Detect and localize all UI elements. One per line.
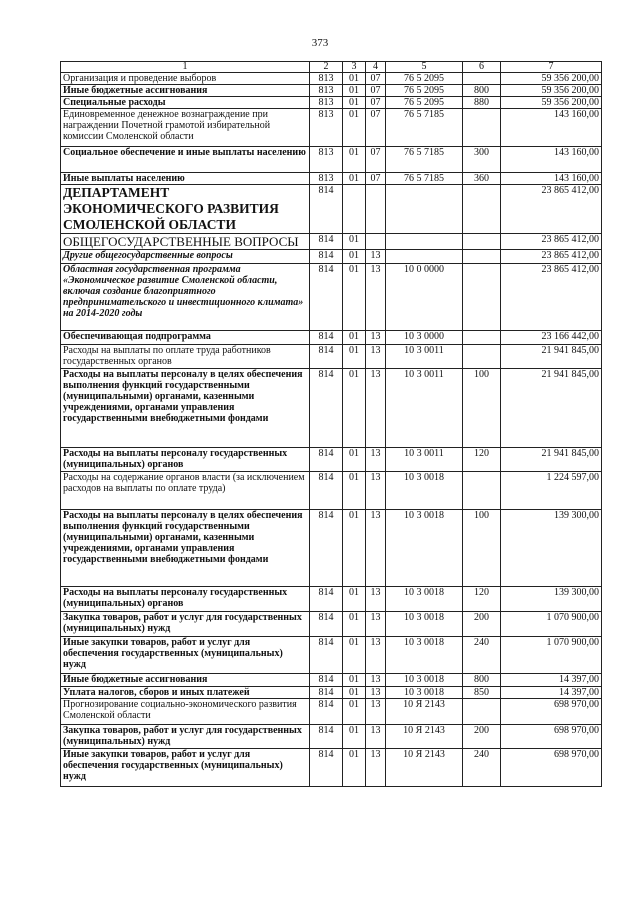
row-code-4: 13	[366, 369, 386, 448]
row-code-4: 07	[366, 147, 386, 173]
row-amount: 139 300,00	[501, 587, 602, 612]
row-code-3: 01	[343, 369, 366, 448]
row-code-6: 240	[463, 637, 501, 674]
row-code-2: 814	[310, 472, 343, 510]
row-name: Прогнозирование социально-экономического развития Смоленской области	[61, 699, 310, 725]
row-amount: 139 300,00	[501, 510, 602, 587]
row-amount: 23 865 412,00	[501, 234, 602, 250]
row-code-5: 10 Я 2143	[386, 749, 463, 787]
row-name: Единовременное денежное вознаграждение при награждении Почетной грамотой избирательной комиссии Смоленской области	[61, 109, 310, 147]
row-code-5: 10 3 0018	[386, 472, 463, 510]
row-code-2: 813	[310, 73, 343, 85]
row-code-6: 850	[463, 687, 501, 699]
table-row	[61, 185, 602, 234]
row-amount: 1 070 900,00	[501, 637, 602, 674]
row-code-5: 76 5 2095	[386, 97, 463, 109]
row-name: Закупка товаров, работ и услуг для государственных (муниципальных) нужд	[61, 612, 310, 637]
row-code-5	[386, 234, 463, 250]
row-amount: 143 160,00	[501, 109, 602, 147]
row-code-6	[463, 234, 501, 250]
row-code-5	[386, 185, 463, 234]
row-amount: 14 397,00	[501, 687, 602, 699]
row-name: Иные бюджетные ассигнования	[61, 674, 310, 687]
row-code-6: 880	[463, 97, 501, 109]
row-code-6: 800	[463, 85, 501, 97]
row-amount: 21 941 845,00	[501, 448, 602, 472]
row-code-5: 76 5 2095	[386, 73, 463, 85]
row-amount: 14 397,00	[501, 674, 602, 687]
table-row	[61, 97, 602, 109]
row-code-6: 120	[463, 448, 501, 472]
table-row	[61, 109, 602, 147]
row-code-4: 13	[366, 674, 386, 687]
row-code-3: 01	[343, 264, 366, 331]
row-name: Иные бюджетные ассигнования	[61, 85, 310, 97]
row-name: Социальное обеспечение и иные выплаты населению	[61, 147, 310, 173]
row-code-6: 120	[463, 587, 501, 612]
row-code-5: 10 3 0018	[386, 674, 463, 687]
row-code-2: 814	[310, 234, 343, 250]
row-amount: 698 970,00	[501, 725, 602, 749]
row-code-3: 01	[343, 109, 366, 147]
row-code-2: 814	[310, 637, 343, 674]
row-code-3: 01	[343, 612, 366, 637]
row-name: ДЕПАРТАМЕНТ ЭКОНОМИЧЕСКОГО РАЗВИТИЯ СМОЛЕНСКОЙ ОБЛАСТИ	[61, 185, 310, 234]
row-name: Иные выплаты населению	[61, 173, 310, 185]
row-code-6	[463, 264, 501, 331]
row-code-3: 01	[343, 687, 366, 699]
row-code-3: 01	[343, 97, 366, 109]
row-code-6: 200	[463, 725, 501, 749]
row-code-2: 814	[310, 674, 343, 687]
table-row	[61, 250, 602, 264]
row-code-3: 01	[343, 510, 366, 587]
table-row	[61, 173, 602, 185]
row-code-5: 10 3 0011	[386, 369, 463, 448]
row-code-4	[366, 234, 386, 250]
row-code-3: 01	[343, 250, 366, 264]
row-code-2: 814	[310, 264, 343, 331]
row-code-5: 10 3 0018	[386, 687, 463, 699]
row-name: Расходы на выплаты персоналу в целях обеспечения выполнения функций государственными (муниципальными) органами, казенными учреждениями, органами управления государственными внебюджетными фондами	[61, 369, 310, 448]
row-code-3: 01	[343, 725, 366, 749]
row-amount: 698 970,00	[501, 699, 602, 725]
table-row	[61, 749, 602, 787]
row-name: Организация и проведение выборов	[61, 73, 310, 85]
row-code-4: 13	[366, 699, 386, 725]
table-row	[61, 369, 602, 448]
row-code-6	[463, 73, 501, 85]
row-code-5: 10 3 0011	[386, 448, 463, 472]
row-amount: 21 941 845,00	[501, 345, 602, 369]
row-code-4: 13	[366, 345, 386, 369]
row-amount: 23 865 412,00	[501, 250, 602, 264]
row-code-4	[366, 185, 386, 234]
row-code-5: 10 3 0000	[386, 331, 463, 345]
row-name: Расходы на выплаты персоналу государственных (муниципальных) органов	[61, 587, 310, 612]
row-code-2: 814	[310, 345, 343, 369]
row-code-3: 01	[343, 73, 366, 85]
row-code-5: 76 5 7185	[386, 173, 463, 185]
row-name: Специальные расходы	[61, 97, 310, 109]
row-code-6: 200	[463, 612, 501, 637]
row-code-6: 100	[463, 369, 501, 448]
row-code-6	[463, 472, 501, 510]
header-col-2: 2	[310, 62, 343, 73]
header-col-5: 5	[386, 62, 463, 73]
row-code-6	[463, 699, 501, 725]
row-code-2: 814	[310, 687, 343, 699]
row-code-5: 10 3 0018	[386, 637, 463, 674]
row-code-2: 814	[310, 749, 343, 787]
row-code-2: 814	[310, 331, 343, 345]
budget-table	[60, 61, 602, 787]
table-row	[61, 345, 602, 369]
row-code-2: 814	[310, 448, 343, 472]
row-code-3: 01	[343, 345, 366, 369]
table-row	[61, 587, 602, 612]
table-row	[61, 264, 602, 331]
row-code-2: 814	[310, 250, 343, 264]
row-code-2: 813	[310, 147, 343, 173]
row-code-5: 76 5 7185	[386, 109, 463, 147]
row-code-6: 240	[463, 749, 501, 787]
row-code-5: 10 Я 2143	[386, 725, 463, 749]
row-code-3: 01	[343, 674, 366, 687]
row-code-3: 01	[343, 637, 366, 674]
table-row	[61, 472, 602, 510]
header-col-4: 4	[366, 62, 386, 73]
row-name: Уплата налогов, сборов и иных платежей	[61, 687, 310, 699]
row-code-5: 10 3 0018	[386, 587, 463, 612]
row-code-5: 10 Я 2143	[386, 699, 463, 725]
row-code-2: 814	[310, 612, 343, 637]
row-code-6: 300	[463, 147, 501, 173]
row-name: Обеспечивающая подпрограмма	[61, 331, 310, 345]
row-amount: 143 160,00	[501, 173, 602, 185]
row-code-4: 13	[366, 250, 386, 264]
row-name: Областная государственная программа «Экономическое развитие Смоленской области, включая создание благоприятного предпринимательского и инвестиционного климата» на 2014-2020 годы	[61, 264, 310, 331]
table-row	[61, 448, 602, 472]
row-code-2: 814	[310, 587, 343, 612]
row-amount: 23 166 442,00	[501, 331, 602, 345]
table-row	[61, 612, 602, 637]
row-name: Расходы на выплаты персоналу государственных (муниципальных) органов	[61, 448, 310, 472]
row-code-4: 07	[366, 109, 386, 147]
header-col-7: 7	[501, 62, 602, 73]
page-number: 373	[311, 37, 329, 49]
row-code-6	[463, 250, 501, 264]
row-name: Закупка товаров, работ и услуг для государственных (муниципальных) нужд	[61, 725, 310, 749]
table-row	[61, 147, 602, 173]
row-code-2: 813	[310, 97, 343, 109]
row-name: Иные закупки товаров, работ и услуг для обеспечения государственных (муниципальных) нужд	[61, 637, 310, 674]
row-amount: 1 070 900,00	[501, 612, 602, 637]
table-row	[61, 510, 602, 587]
header-col-1: 1	[61, 62, 310, 73]
row-name: Расходы на содержание органов власти (за исключением расходов на выплаты по оплате труда)	[61, 472, 310, 510]
row-code-4: 13	[366, 725, 386, 749]
row-name: Расходы на выплаты по оплате труда работников государственных органов	[61, 345, 310, 369]
row-code-5: 10 3 0018	[386, 510, 463, 587]
row-code-2: 814	[310, 510, 343, 587]
row-code-2: 814	[310, 185, 343, 234]
row-code-5	[386, 250, 463, 264]
row-code-5: 10 3 0011	[386, 345, 463, 369]
table-row	[61, 234, 602, 250]
row-code-3: 01	[343, 85, 366, 97]
row-code-2: 813	[310, 85, 343, 97]
row-code-4: 13	[366, 472, 386, 510]
row-code-6	[463, 185, 501, 234]
row-code-4: 13	[366, 637, 386, 674]
row-code-4: 07	[366, 173, 386, 185]
row-code-4: 13	[366, 331, 386, 345]
row-amount: 23 865 412,00	[501, 185, 602, 234]
row-code-2: 813	[310, 109, 343, 147]
table-row	[61, 687, 602, 699]
row-code-2: 814	[310, 725, 343, 749]
row-code-3: 01	[343, 587, 366, 612]
row-amount: 59 356 200,00	[501, 85, 602, 97]
row-code-6: 100	[463, 510, 501, 587]
row-code-4: 13	[366, 587, 386, 612]
row-amount: 59 356 200,00	[501, 97, 602, 109]
row-amount: 1 224 597,00	[501, 472, 602, 510]
table-row	[61, 73, 602, 85]
row-code-5: 76 5 7185	[386, 147, 463, 173]
row-code-4: 13	[366, 612, 386, 637]
row-code-2: 813	[310, 173, 343, 185]
row-code-3: 01	[343, 173, 366, 185]
row-amount: 698 970,00	[501, 749, 602, 787]
table-row	[61, 674, 602, 687]
row-code-6: 800	[463, 674, 501, 687]
table-row	[61, 725, 602, 749]
table-row	[61, 331, 602, 345]
row-code-3: 01	[343, 749, 366, 787]
table-row	[61, 85, 602, 97]
row-amount: 23 865 412,00	[501, 264, 602, 331]
row-code-4: 07	[366, 73, 386, 85]
row-code-2: 814	[310, 369, 343, 448]
row-code-6	[463, 345, 501, 369]
row-code-5: 10 3 0018	[386, 612, 463, 637]
row-code-3: 01	[343, 234, 366, 250]
row-code-4: 13	[366, 264, 386, 331]
row-name: Другие общегосударственные вопросы	[61, 250, 310, 264]
row-amount: 59 356 200,00	[501, 73, 602, 85]
row-code-3: 01	[343, 331, 366, 345]
row-code-3: 01	[343, 147, 366, 173]
row-code-4: 13	[366, 448, 386, 472]
row-code-4: 07	[366, 97, 386, 109]
header-row	[61, 62, 602, 73]
header-col-3: 3	[343, 62, 366, 73]
row-amount: 143 160,00	[501, 147, 602, 173]
row-code-4: 13	[366, 510, 386, 587]
row-code-3: 01	[343, 448, 366, 472]
table-body	[61, 73, 602, 787]
row-name: ОБЩЕГОСУДАРСТВЕННЫЕ ВОПРОСЫ	[61, 234, 310, 250]
row-code-6: 360	[463, 173, 501, 185]
row-name: Расходы на выплаты персоналу в целях обеспечения выполнения функций государственными (муниципальными) органами, казенными учреждениями, органами управления государственными внебюджетными фондами	[61, 510, 310, 587]
row-amount: 21 941 845,00	[501, 369, 602, 448]
row-code-5: 76 5 2095	[386, 85, 463, 97]
table-row	[61, 637, 602, 674]
header-col-6: 6	[463, 62, 501, 73]
row-code-2: 814	[310, 699, 343, 725]
table-row	[61, 699, 602, 725]
row-code-3	[343, 185, 366, 234]
row-code-4: 13	[366, 749, 386, 787]
row-code-3: 01	[343, 699, 366, 725]
row-name: Иные закупки товаров, работ и услуг для обеспечения государственных (муниципальных) нужд	[61, 749, 310, 787]
row-code-4: 07	[366, 85, 386, 97]
row-code-6	[463, 109, 501, 147]
row-code-5: 10 0 0000	[386, 264, 463, 331]
row-code-4: 13	[366, 687, 386, 699]
row-code-3: 01	[343, 472, 366, 510]
row-code-6	[463, 331, 501, 345]
